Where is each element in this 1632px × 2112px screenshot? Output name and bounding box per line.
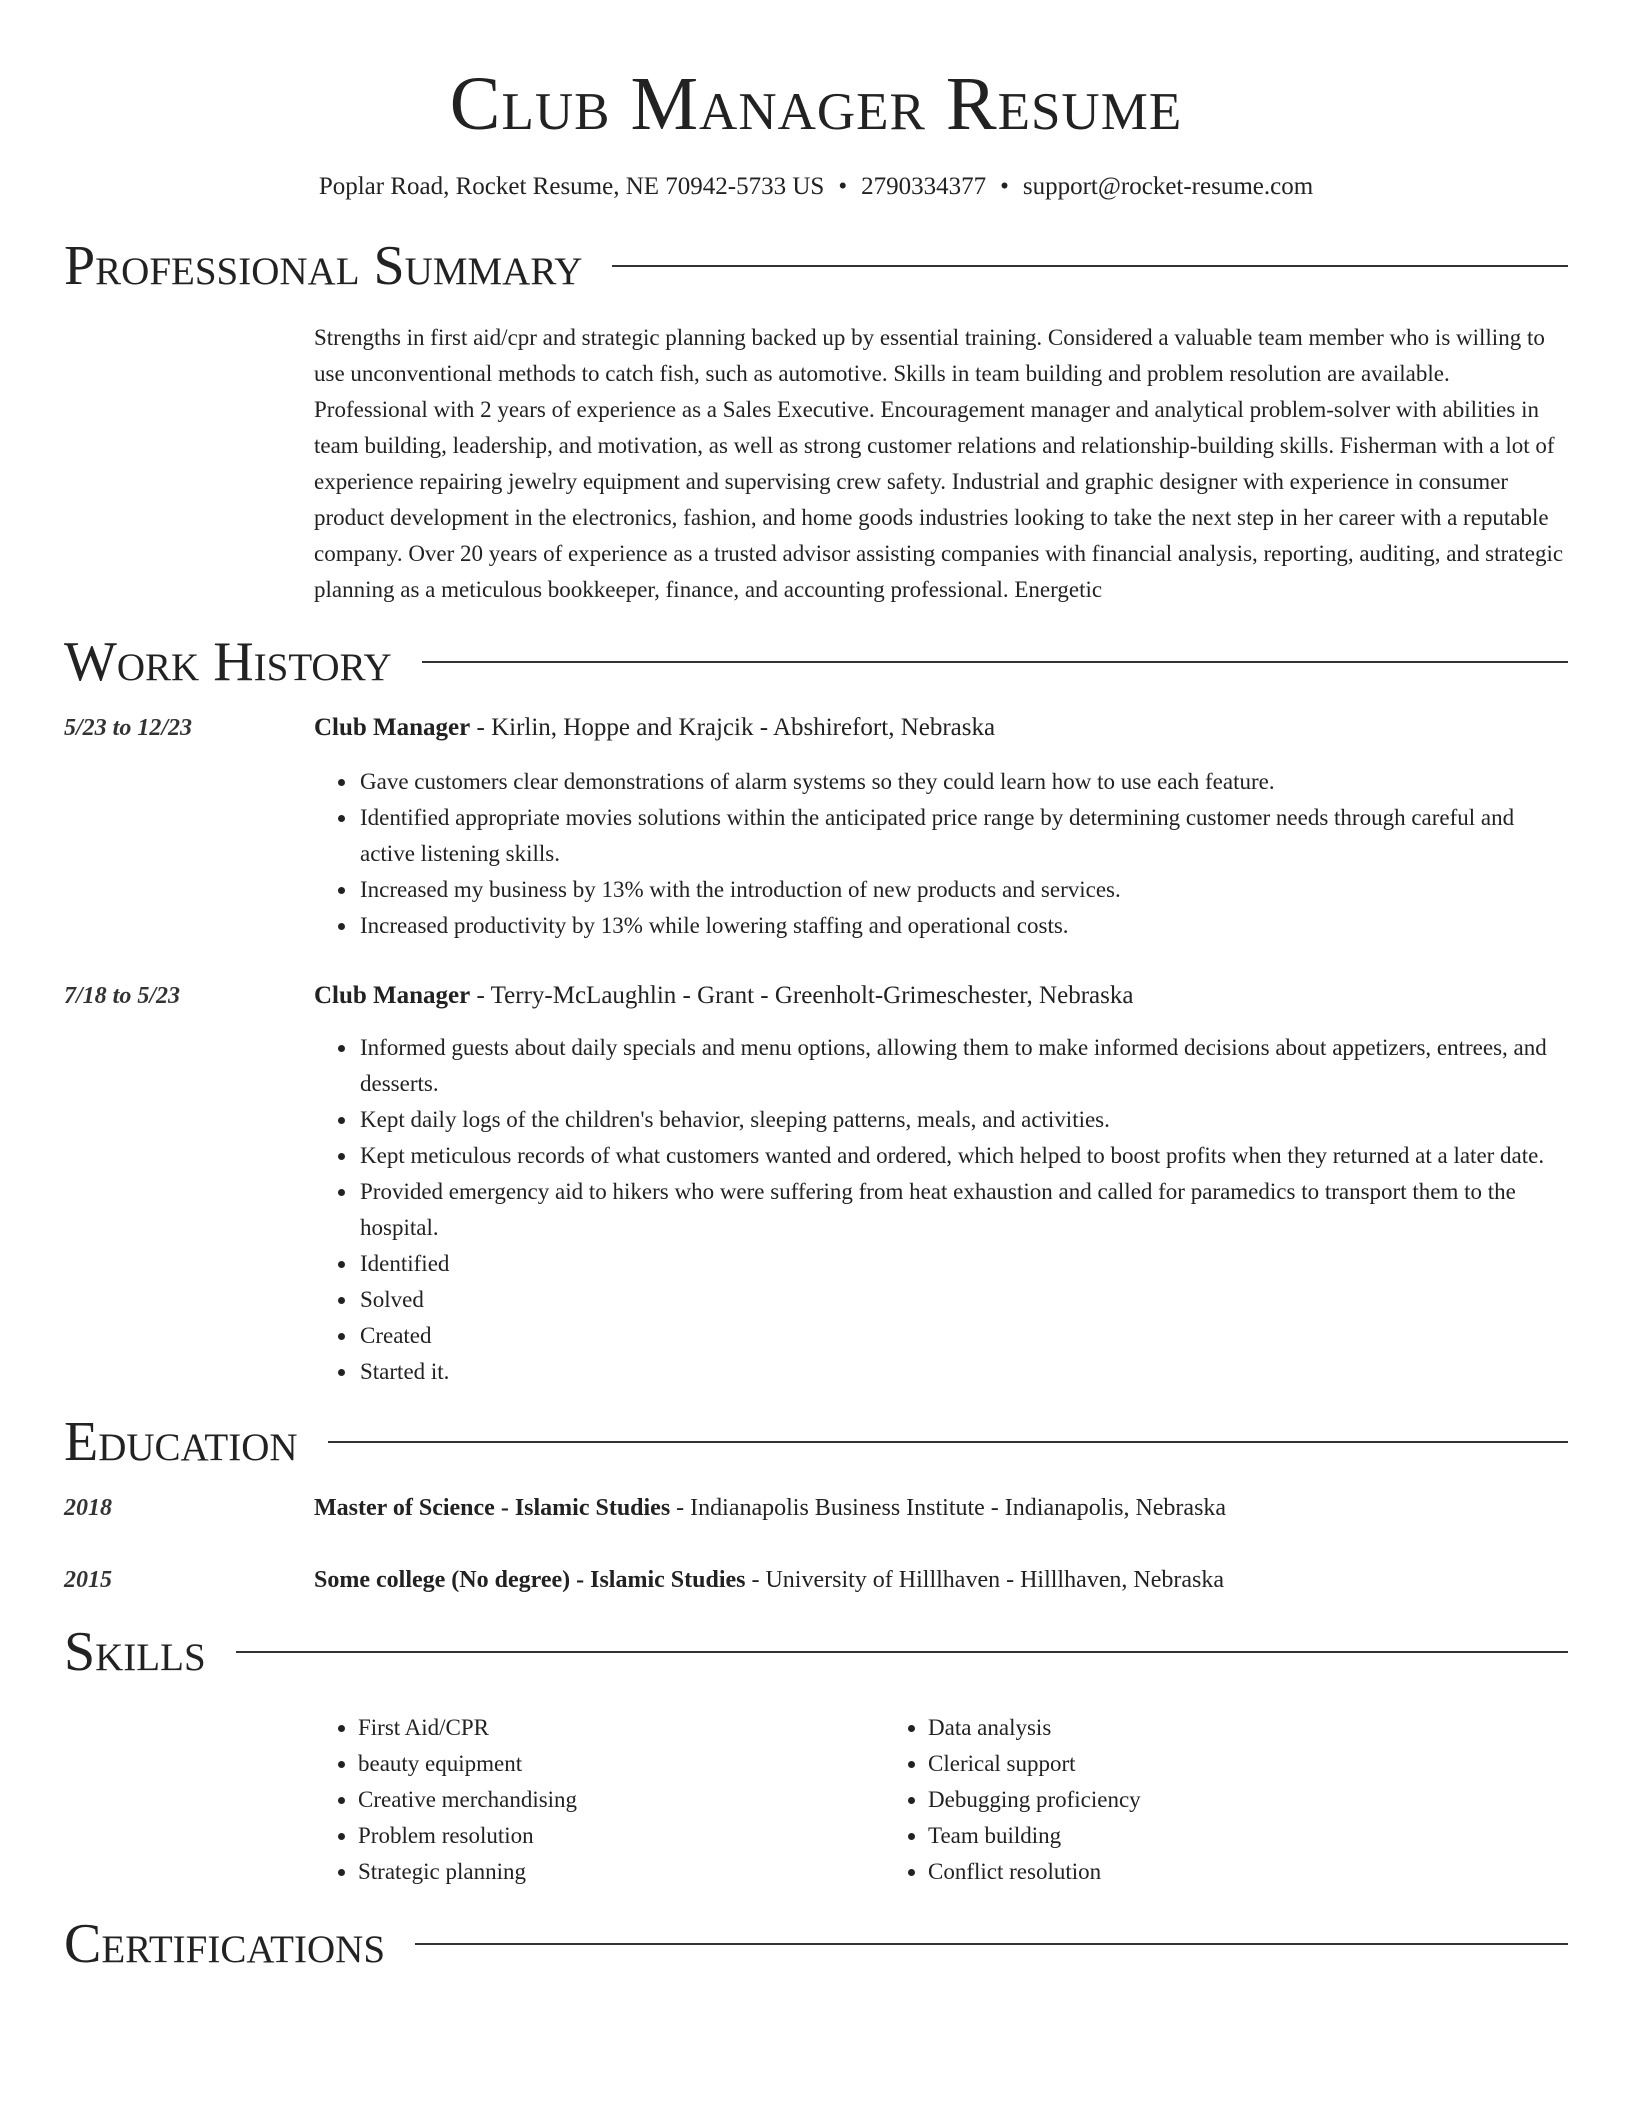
skill-item: • First Aid/CPR bbox=[358, 1710, 884, 1746]
job-bullets bbox=[314, 764, 1568, 944]
skills-section-header bbox=[64, 1620, 1568, 1684]
list-item: • Started it. bbox=[358, 1354, 1568, 1390]
list-item: • Provided emergency aid to hikers who were suffering from heat exhaustion and called for paramedics to transport them to the hospital. bbox=[358, 1174, 1568, 1246]
summary-heading: Professional Summary bbox=[64, 235, 583, 297]
list-item: • Increased productivity by 13% while lowering staffing and operational costs. bbox=[358, 908, 1568, 944]
skill-item: • Clerical support bbox=[928, 1746, 1454, 1782]
job-title: Club Manager bbox=[314, 982, 471, 1009]
skill-item: • Debugging proficiency bbox=[928, 1782, 1454, 1818]
section-divider bbox=[422, 661, 1568, 663]
contact-line bbox=[64, 170, 1568, 204]
education-entry bbox=[64, 1490, 1568, 1526]
summary-text: Strengths in first aid/cpr and strategic planning backed up by essential training. Considered a valuable team member who is willing to use unconventional methods to catch fish, such as automotive. Skills in team building and problem resolution are available. Professional with 2 years of experience as a Sales Executive. Encouragement manager and analytical problem-solver with abilities in team building, leadership, and motivation, as well as strong customer relations and relationship-building skills. Fisherman with a lot of experience repairing jewelry equipment and supervising crew safety. Industrial and graphic designer with experience in consumer product development in the electronics, fashion, and home goods industries looking to take the next step in her career with a reputable company. Over 20 years of experience as a trusted advisor assisting companies with financial analysis, reporting, auditing, and strategic planning as a meticulous bookkeeper, finance, and accounting professional. Energetic bbox=[314, 325, 1564, 602]
education-year: 2018 bbox=[64, 1495, 112, 1521]
job-body bbox=[314, 710, 1568, 944]
education-body bbox=[314, 1562, 1568, 1598]
education-details: - University of Hilllhaven - Hilllhaven, Nebraska bbox=[745, 1567, 1225, 1593]
certifications-heading: Certifications bbox=[64, 1913, 386, 1975]
section-divider bbox=[612, 265, 1568, 267]
skill-item: • Strategic planning bbox=[358, 1854, 884, 1890]
list-item: • Kept meticulous records of what customers wanted and ordered, which helped to boost profits when they returned at a later date. bbox=[358, 1138, 1568, 1174]
skill-item: • Conflict resolution bbox=[928, 1854, 1454, 1890]
resume-title: Club Manager Resume bbox=[449, 62, 1183, 146]
list-item: • Gave customers clear demonstrations of alarm systems so they could learn how to use each feature. bbox=[358, 764, 1568, 800]
list-item: • Increased my business by 13% with the introduction of new products and services. bbox=[358, 872, 1568, 908]
education-year: 2015 bbox=[64, 1567, 112, 1593]
job-details: - Kirlin, Hoppe and Krajcik - Abshirefort, Nebraska bbox=[470, 714, 996, 741]
skill-item: • Data analysis bbox=[928, 1710, 1454, 1746]
job-body bbox=[314, 978, 1568, 1390]
skills-column-right bbox=[884, 1710, 1454, 1890]
contact-phone: 2790334377 bbox=[861, 173, 987, 200]
contact-address: Poplar Road, Rocket Resume, NE 70942-5733 US bbox=[318, 173, 825, 200]
list-item: • Solved bbox=[358, 1282, 1568, 1318]
education-body bbox=[314, 1490, 1568, 1526]
job-entry bbox=[64, 978, 1568, 1390]
list-item: • Kept daily logs of the children's behavior, sleeping patterns, meals, and activities. bbox=[358, 1102, 1568, 1138]
section-divider bbox=[328, 1441, 1568, 1443]
skills-grid bbox=[314, 1710, 1568, 1890]
skill-item: • Team building bbox=[928, 1818, 1454, 1854]
education-heading: Education bbox=[64, 1411, 298, 1473]
job-header bbox=[314, 710, 1568, 746]
contact-email: support@rocket-resume.com bbox=[1022, 173, 1314, 200]
skills-column-left bbox=[314, 1710, 884, 1890]
job-bullets bbox=[314, 1030, 1568, 1390]
work-heading: Work History bbox=[64, 631, 392, 693]
job-details: - Terry-McLaughlin - Grant - Greenholt-Grimeschester, Nebraska bbox=[470, 982, 1134, 1009]
list-item: • Identified appropriate movies solutions within the anticipated price range by determining customer needs through careful and active listening skills. bbox=[358, 800, 1568, 872]
work-section-header bbox=[64, 630, 1568, 694]
education-degree: Master of Science - Islamic Studies bbox=[314, 1495, 671, 1521]
job-entry bbox=[64, 710, 1568, 944]
education-details: - Indianapolis Business Institute - Indianapolis, Nebraska bbox=[670, 1495, 1227, 1521]
list-item: • Identified bbox=[358, 1246, 1568, 1282]
section-divider bbox=[236, 1651, 1568, 1653]
job-dates: 5/23 to 12/23 bbox=[64, 715, 193, 741]
education-degree: Some college (No degree) - Islamic Studies bbox=[314, 1567, 746, 1593]
summary-section-header bbox=[64, 234, 1568, 298]
education-entry bbox=[64, 1562, 1568, 1598]
skill-item: • Creative merchandising bbox=[358, 1782, 884, 1818]
skill-item: • Problem resolution bbox=[358, 1818, 884, 1854]
list-item: • Informed guests about daily specials and menu options, allowing them to make informed decisions about appetizers, entrees, and desserts. bbox=[358, 1030, 1568, 1102]
skills-heading: Skills bbox=[64, 1621, 206, 1683]
skill-item: • beauty equipment bbox=[358, 1746, 884, 1782]
section-divider bbox=[415, 1943, 1568, 1945]
job-dates: 7/18 to 5/23 bbox=[64, 983, 181, 1009]
list-item: • Created bbox=[358, 1318, 1568, 1354]
job-header bbox=[314, 978, 1568, 1014]
contact-separator: • bbox=[838, 173, 848, 200]
education-section-header bbox=[64, 1410, 1568, 1474]
contact-separator: • bbox=[1000, 173, 1009, 200]
certifications-section-header bbox=[64, 1912, 1568, 1976]
job-title: Club Manager bbox=[314, 714, 471, 741]
